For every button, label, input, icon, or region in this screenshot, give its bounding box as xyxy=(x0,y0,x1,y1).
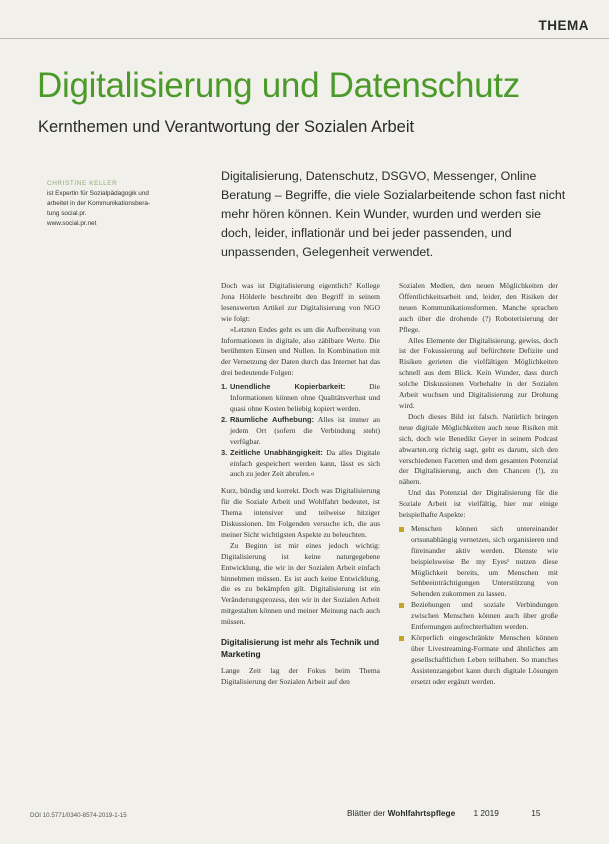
list-text: Die Informationen können ohne Qualitätsverlust und quasi ohne Kosten beliebig kopiert werden. xyxy=(230,382,380,413)
body-paragraph: Alles Elemente der Digitalisierung, gewiss, doch ist der Fokussierung auf befürchtete Defizite und Risiken gerieten die vielfältigen Möglichkeiten schnell aus dem Blick. Kein Wunder, dass durch solche Diskussionen Vorbehalte in der Sozialen Arbeit wuchsen und Digitalisierung zur Drohung wird. xyxy=(399,335,558,410)
body-paragraph: Zu Beginn ist mir eines jedoch wichtig: Digitalisierung ist keine naturgegebene Entwicklung, die wir in der Sozialen Arbeit einfach hinnehmen müssen. Es ist auch keine Entwicklung, die es zu bekämpfen gilt. Digitalisierung ist ein Veränderungsprozess, den wir in der Sozialen Arbeit mitgestalten können und meiner Meinung nach auch müssen. xyxy=(221,540,380,627)
square-bullet-icon xyxy=(399,636,404,641)
body-paragraph: Sozialen Medien, den neuen Möglichkeiten der Öffentlichkeitsarbeit und, leider, den Risiken der neuen Kommunikationsformen. Manche sprachen auch über die drohende (?) Roboterisierung der Pflege. xyxy=(399,281,558,334)
issue-number: 1 2019 xyxy=(473,808,499,818)
numbered-list xyxy=(221,382,380,480)
section-label: THEMA xyxy=(538,18,589,33)
body-paragraph: Kurz, bündig und korrekt. Doch was Digitalisierung für die Soziale Arbeit und Wohlfahrt bedeutet, ist Thema intensiver und teilweise hitziger Diskussionen. Im Folgenden versuche ich, die aus meiner Sicht wichtigsten Aspekte zu beleuchten. xyxy=(221,486,380,539)
list-item xyxy=(399,600,558,633)
page-number: 15 xyxy=(531,808,541,818)
magazine-name: Wohlfahrtspflege xyxy=(387,808,456,818)
author-bio-line: ist Expertin für Sozialpädagogik und xyxy=(47,190,149,197)
body-column-right xyxy=(399,281,558,688)
body-paragraph: Doch dieses Bild ist falsch. Natürlich bringen neue digitale Möglichkeiten auch neue Risiken mit sich, doch wie Benedikt Geyer in seinem Podcast abwarten.org richtig sagt, geht es darum, sich den verschiedenen Facetten und dem gesamten Potenzial der Digitalisierung, auch den Chancen (!), zu nähern. xyxy=(399,411,558,487)
author-box xyxy=(47,179,197,229)
list-text: Beziehungen und soziale Verbindungen zwischen Menschen können auch über große Entfernungen aufrechterhalten werden. xyxy=(411,600,558,632)
body-paragraph: Und das Potenzial der Digitalisierung für die Soziale Arbeit ist vielfältig, hier nur einige beispielhafte Aspekte: xyxy=(399,488,558,520)
doi-reference: DOI 10.5771/0340-8574-2019-1-15 xyxy=(30,812,127,819)
list-term: Zeitliche Unabhängigkeit: xyxy=(230,447,323,457)
body-paragraph: Doch was ist Digitalisierung eigentlich? Kollege Jona Hölderle beschreibt den Begriff in seinem lesenswerten Artikel zur Digitalisierung von NGO wie folgt: xyxy=(221,281,380,323)
article-subtitle: Kernthemen und Verantwortung der Sozialen Arbeit xyxy=(38,118,415,136)
list-number: 3. xyxy=(221,447,228,457)
list-text: Menschen können sich untereinander ortsunabhängig vernetzen, sich organisieren und füreinander aktiv werden. Dienste wie beispielsweise Be my Eyes¹ nutzen diese Möglichkeit bereits, um Menschen mit Sehbeeinträchtigungen Unterstützung von Sehenden zukommen zu lassen. xyxy=(411,523,558,599)
list-text: Alles ist immer an jedem Ort (sofern die Verbindung steht) verfügbar. xyxy=(230,414,380,446)
list-item xyxy=(221,448,380,481)
list-term: Unendliche Kopierbarkeit: xyxy=(230,382,346,392)
author-bio-line: arbeitet in der Kommunikationsbera- xyxy=(47,200,151,207)
list-item xyxy=(221,382,380,415)
list-number: 2. xyxy=(221,414,228,424)
author-bio-line: tung social.pr. xyxy=(47,210,87,217)
list-text: Da alles Digitale einfach gespeichert werden kann, lässt es sich auch zu jeder Zeit abrufen.« xyxy=(230,447,380,479)
section-header-bar xyxy=(0,17,609,39)
lead-paragraph: Digitalisierung, Datenschutz, DSGVO, Messenger, Online Beratung – Begriffe, die viele Sozialarbeitende schon fast nicht mehr hören können. Kein Wunder, wurden und werden sie doch, leider, inflationär und bei jeder passenden, und unpassenden, Gelegenheit verwendet. xyxy=(221,169,566,259)
body-column-left xyxy=(221,281,380,688)
author-name: CHRISTINE KELLER xyxy=(47,180,118,187)
list-item xyxy=(399,524,558,600)
list-text: Körperlich eingeschränkte Menschen können über Livestreaming-Formate und ähnliches am gesellschaftlichen Leben teilhaben. So manches Assistenzangebot kann durch digitale Lösungen ersetzt oder ergänzt werden. xyxy=(411,633,558,686)
list-item xyxy=(221,415,380,448)
square-bullet-icon xyxy=(399,527,404,532)
magazine-name-prefix: Blätter der xyxy=(347,808,386,818)
magazine-footer xyxy=(347,808,540,818)
bullet-list xyxy=(399,524,558,688)
list-term: Räumliche Aufhebung: xyxy=(230,414,315,424)
square-bullet-icon xyxy=(399,603,404,608)
author-website-link[interactable]: www.social.pr.net xyxy=(47,220,97,227)
body-paragraph: Lange Zeit lag der Fokus beim Thema Digitalisierung der Sozialen Arbeit auf den xyxy=(221,666,380,686)
section-heading: Digitalisierung ist mehr als Technik und Marketing xyxy=(221,637,380,659)
article-title: Digitalisierung und Datenschutz xyxy=(37,66,520,105)
list-item xyxy=(399,633,558,688)
body-paragraph: »Letzten Endes geht es um die Aufbereitung von Informationen in digitale, also zählbare Werte. Die berühmten Einsen und Nullen. In Kombination mit der Vernetzung der Daten durch das Internet hat das drei bedeutende Folgen: xyxy=(221,324,380,378)
list-number: 1. xyxy=(221,382,228,392)
